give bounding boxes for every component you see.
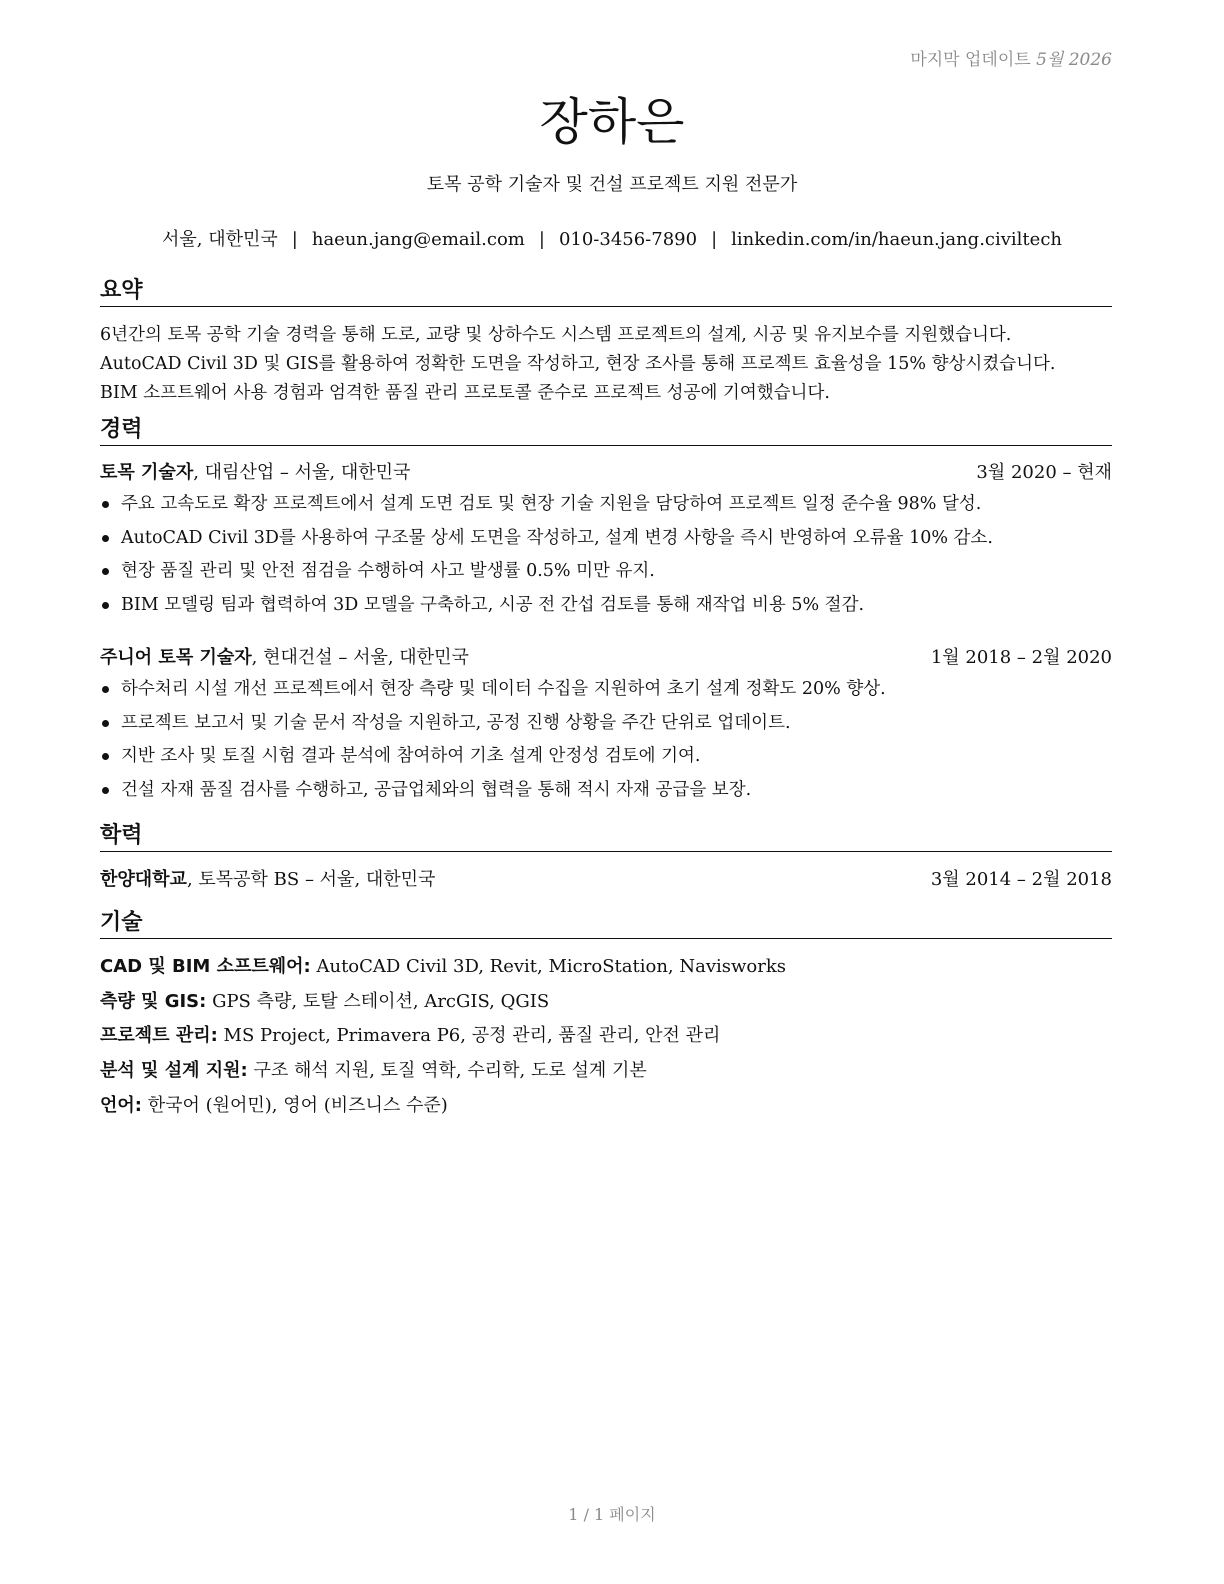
contact-separator: | [711,229,718,250]
education-dates: 3월 2014 – 2월 2018 [930,869,1112,890]
section-heading-summary: 요약 [100,278,1112,307]
job-role: 토목 기술자 [100,462,194,483]
education-entry [100,868,1112,892]
job-company: , 대림산업 – 서울, 대한민국 [193,462,411,483]
job-role: 주니어 토목 기술자 [100,647,252,668]
section-heading-education: 학력 [100,823,1112,852]
job-bullet: 현장 품질 관리 및 안전 점검을 수행하여 사고 발생률 0.5% 미만 유지. [100,559,1112,593]
contact-email[interactable]: haeun.jang@email.com [311,229,525,250]
skill-row [100,1094,1112,1118]
skill-label: 프로젝트 관리: [100,1025,218,1046]
job-bullet: 건설 자재 품질 검사를 수행하고, 공급업체와의 협력을 통해 적시 자재 공급을 보장. [100,778,1112,812]
job-bullets [100,492,1112,626]
skill-value: 구조 해석 지원, 토질 역학, 수리학, 도로 설계 기본 [247,1060,647,1081]
last-updated-prefix: 마지막 업데이트 [910,50,1031,70]
education-title-line [100,868,435,892]
skill-row [100,955,1112,979]
summary-line: 6년간의 토목 공학 기술 경력을 통해 도로, 교량 및 상하수도 시스템 프로젝트의 설계, 시공 및 유지보수를 지원했습니다. [100,325,1012,345]
skill-value: AutoCAD Civil 3D, Revit, MicroStation, Navisworks [310,956,786,977]
last-updated-date: 5월 2026 [1036,50,1112,70]
education-school: 한양대학교 [100,869,187,890]
job-header [100,461,1112,485]
candidate-name: 장하은 [539,93,685,151]
section-heading-skills: 기술 [100,910,1112,939]
page-number: 1 / 1 페이지 [568,1505,656,1524]
skill-label: CAD 및 BIM 소프트웨어: [100,956,311,977]
job-company: , 현대건설 – 서울, 대한민국 [251,647,469,668]
job-bullets [100,677,1112,811]
section-heading-experience: 경력 [100,417,1112,446]
job-bullet: BIM 모델링 팀과 협력하여 3D 모델을 구축하고, 시공 전 간섭 검토를 통해 재작업 비용 5% 절감. [100,593,1112,627]
last-updated [910,45,1112,70]
contact-phone[interactable]: 010-3456-7890 [558,229,698,250]
summary-line: AutoCAD Civil 3D 및 GIS를 활용하여 정확한 도면을 작성하고, 현장 조사를 통해 프로젝트 효율성을 15% 향상시켰습니다. [100,354,1056,374]
skill-row [100,990,1112,1014]
candidate-subtitle: 토목 공학 기술자 및 건설 프로젝트 지원 전문가 [426,174,798,195]
job-dates: 1월 2018 – 2월 2020 [930,647,1112,668]
skill-value: MS Project, Primavera P6, 공정 관리, 품질 관리, 안전 관리 [217,1025,721,1046]
job-bullet: AutoCAD Civil 3D를 사용하여 구조물 상세 도면을 작성하고, 설계 변경 사항을 즉시 반영하여 오류율 10% 감소. [100,526,1112,560]
skill-label: 분석 및 설계 지원: [100,1060,248,1081]
job-title-line [100,461,410,485]
job-header [100,646,1112,670]
skill-row [100,1059,1112,1083]
skill-label: 언어: [100,1095,142,1116]
contact-line [0,225,1224,251]
job-dates: 3월 2020 – 현재 [976,462,1112,483]
job-bullet: 하수처리 시설 개선 프로젝트에서 현장 측량 및 데이터 수집을 지원하여 초기 설계 정확도 20% 향상. [100,677,1112,711]
summary-line: BIM 소프트웨어 사용 경험과 엄격한 품질 관리 프로토콜 준수로 프로젝트 성공에 기여했습니다. [100,383,830,403]
job-bullet: 주요 고속도로 확장 프로젝트에서 설계 도면 검토 및 현장 기술 지원을 담당하여 프로젝트 일정 준수율 98% 달성. [100,492,1112,526]
contact-linkedin[interactable]: linkedin.com/in/haeun.jang.civiltech [731,229,1062,250]
contact-separator: | [291,229,298,250]
job-title-line [100,646,469,670]
contact-separator: | [538,229,545,250]
skill-row [100,1024,1112,1048]
job-bullet: 지반 조사 및 토질 시험 결과 분석에 참여하여 기초 설계 안정성 검토에 기여. [100,744,1112,778]
education-detail: , 토목공학 BS – 서울, 대한민국 [186,869,436,890]
skill-value: GPS 측량, 토탈 스테이션, ArcGIS, QGIS [206,991,550,1012]
job-bullet: 프로젝트 보고서 및 기술 문서 작성을 지원하고, 공정 진행 상황을 주간 단위로 업데이트. [100,711,1112,745]
skill-label: 측량 및 GIS: [100,991,207,1012]
contact-location: 서울, 대한민국 [162,229,278,250]
summary-text [100,321,1116,408]
skill-value: 한국어 (원어민), 영어 (비즈니스 수준) [141,1095,448,1116]
